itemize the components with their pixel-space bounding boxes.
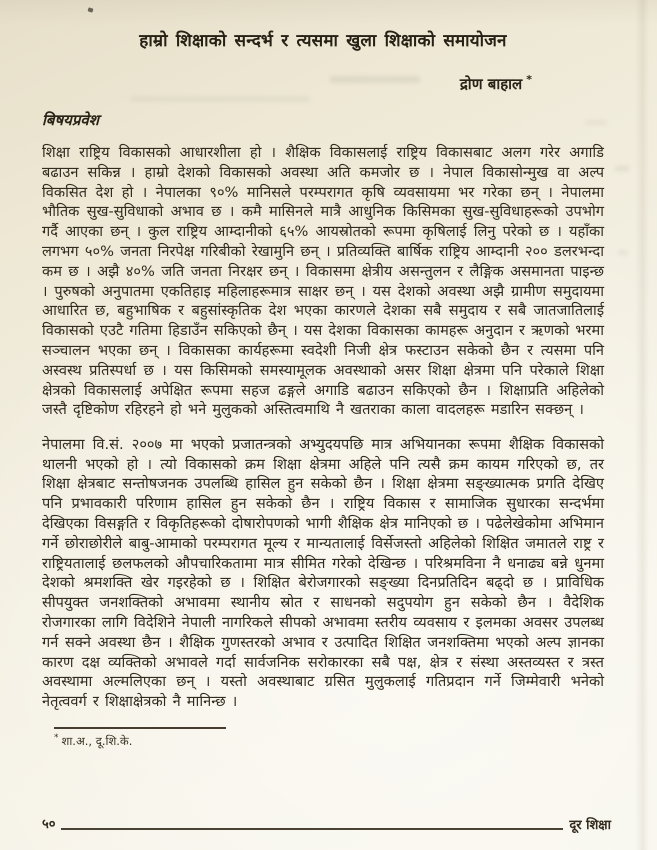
scan-edge-shadow-top: [0, 0, 657, 26]
footnote-label: शा.अ., दू.शि.के.: [61, 733, 133, 748]
journal-name: दूर शिक्षा: [569, 818, 611, 833]
footnote-marker: *: [54, 732, 59, 743]
section-heading: बिषयप्रवेश: [42, 111, 99, 129]
author-name: द्रोण बाहाल: [459, 75, 523, 93]
body-paragraph-2: नेपालमा वि.सं. २००७ मा भएको प्रजातन्त्रको अभ्युदयपछि मात्र अभियानका रूपमा शैक्षिक विकासको थालनी भएको हो । त्यो विकासको क्रम शिक्षा क्षेत्रमा अहिले पनि त्यसै क्रम कायम गरिएको छ, तर शिक्षा क्षेत्रबाट सन्तोषजनक उपलब्धि हासिल हुन सकेको छैन । शिक्षा क्षेत्रमा सङ्ख्यात्मक प्रगति देखिए पनि प्रभावकारी परिणाम हासिल हुन सकेको छैन । राष्ट्रिय विकास र सामाजिक सुधारका सन्दर्भमा देखिएका विसङ्गति र विकृतिहरूको दोषारोपणको भागी शैक्षिक क्षेत्र मानिएको छ । पढेलेखेकोमा अभिमान गर्ने छोराछोरीले बाबु-आमाको परम्परागत मूल्य र मान्यतालाई विर्सेजस्तो अहिलेको शिक्षित जमातले राष्ट्र र राष्ट्रियतालाई छलफलको औपचारिकतामा मात्र सीमित गरेको देखिन्छ । परिश्रमविना नै धनाढ्य बन्ने धुनमा देशको श्रमशक्ति खेर गइरहेको छ । शिक्षित बेरोजगारको सङ्ख्या दिनप्रतिदिन बढ्दो छ । प्राविधिक सीपयुक्त जनशक्तिको अभावमा स्थानीय स्रोत र साधनको सदुपयोग हुन सकेको छैन । वैदेशिक रोजगारका लागि विदेशिने नेपाली नागरिकले सीपको अभावमा स्तरीय व्यवसाय र इलमका अवसर उपलब्ध गर्न सक्ने अवस्था छैन । शैक्षिक गुणस्तरको अभाव र उत्पादित शिक्षित जनशक्तिमा भएको अल्प ज्ञानका कारण दक्ष व्यक्तिको अभावले गर्दा सार्वजनिक सरोकारका सबै पक्ष, क्षेत्र र संस्था अस्तव्यस्त र त्रस्त अवस्थामा अल्मलिएका छन् । यस्तो अवस्थाबाट ग्रसित मुलुकलाई गतिप्रदान गर्ने जिम्मेवारी भनेको नेतृत्ववर्ग र शिक्षाक्षेत्रको नै मानिन्छ ।: [42, 435, 604, 711]
footer-divider: [61, 828, 564, 830]
page-footer: [42, 814, 611, 833]
footnote-block: [42, 727, 604, 749]
footnote-text: [54, 733, 604, 749]
scan-showthrough-artifact: [618, 250, 628, 255]
author-footnote-marker: *: [526, 73, 532, 86]
page-number: ५०: [42, 817, 56, 832]
page-content: [42, 28, 604, 748]
author-byline: [42, 73, 604, 94]
scan-edge-shadow-right: [635, 0, 649, 850]
footnote-divider: [54, 727, 226, 729]
page-title: हाम्रो शिक्षाको सन्दर्भ र त्यसमा खुला शिक्षाको समायोजन: [139, 31, 507, 51]
scan-showthrough-artifact: [615, 166, 629, 171]
body-paragraph-1: शिक्षा राष्ट्रिय विकासको आधारशीला हो । शैक्षिक विकासलाई राष्ट्रिय विकासबाट अलग गरेर अगाडि बढाउन सकिन्न । हाम्रो देशको विकासको अवस्था अति कमजोर छ । नेपाल विकासोन्मुख वा अल्प विकसित देश हो । नेपालका ९०% मानिसले परम्परागत कृषि व्यवसायमा भर गरेका छन् । नेपालमा भौतिक सुख-सुविधाको अभाव छ । कमै मासिनले मात्रै आधुनिक किसिमका सुख-सुविधाहरूको उपभोग गर्दै आएका छन् । कुल राष्ट्रिय आम्दानीको ६५% आयस्रोतको रूपमा कृषिलाई लिनु परेको छ । यहाँका लगभग ५०% जनता निरपेक्ष गरिबीको रेखामुनि छन् । प्रतिव्यक्ति बार्षिक राष्ट्रिय आम्दानी २०० डलरभन्दा कम छ । अझै ४०% जति जनता निरक्षर छन् । विकासमा क्षेत्रीय असन्तुलन र लैङ्गिक असमानता पाइन्छ । पुरुषको अनुपातमा एकतिहाइ महिलाहरूमात्र साक्षर छन् । यस देशको अवस्था अझै ग्रामीण समुदायमा आधारित छ, बहुभाषिक र बहुसांस्कृतिक देश भएका कारणले देशका सबै समुदाय र सबै जातजातिलाई विकासको एउटै गतिमा हिडाउँन सकिएको छैन् । यस देशका विकासका कामहरू अनुदान र ऋणको भरमा सञ्चालन भएका छन् । विकासका कार्यहरूमा स्वदेशी निजी क्षेत्र फस्टाउन सकेको छैन र त्यसमा पनि अस्वस्थ प्रतिस्पर्धा छ । यस किसिमको समस्यामूलक अवस्थाको असर शिक्षा क्षेत्रमा पनि परेकाले शिक्षा क्षेत्रको विकासलाई अपेक्षित रूपमा सहज ढङ्गले अगाडि बढाउन सकिएको छैन । शिक्षाप्रति अहिलेको जस्तै दृष्टिकोण रहिरहने हो भने मुलुकको अस्तित्वमाथि नै खतराका काला वादलहरू मडारिन सक्छन् ।: [42, 144, 605, 419]
